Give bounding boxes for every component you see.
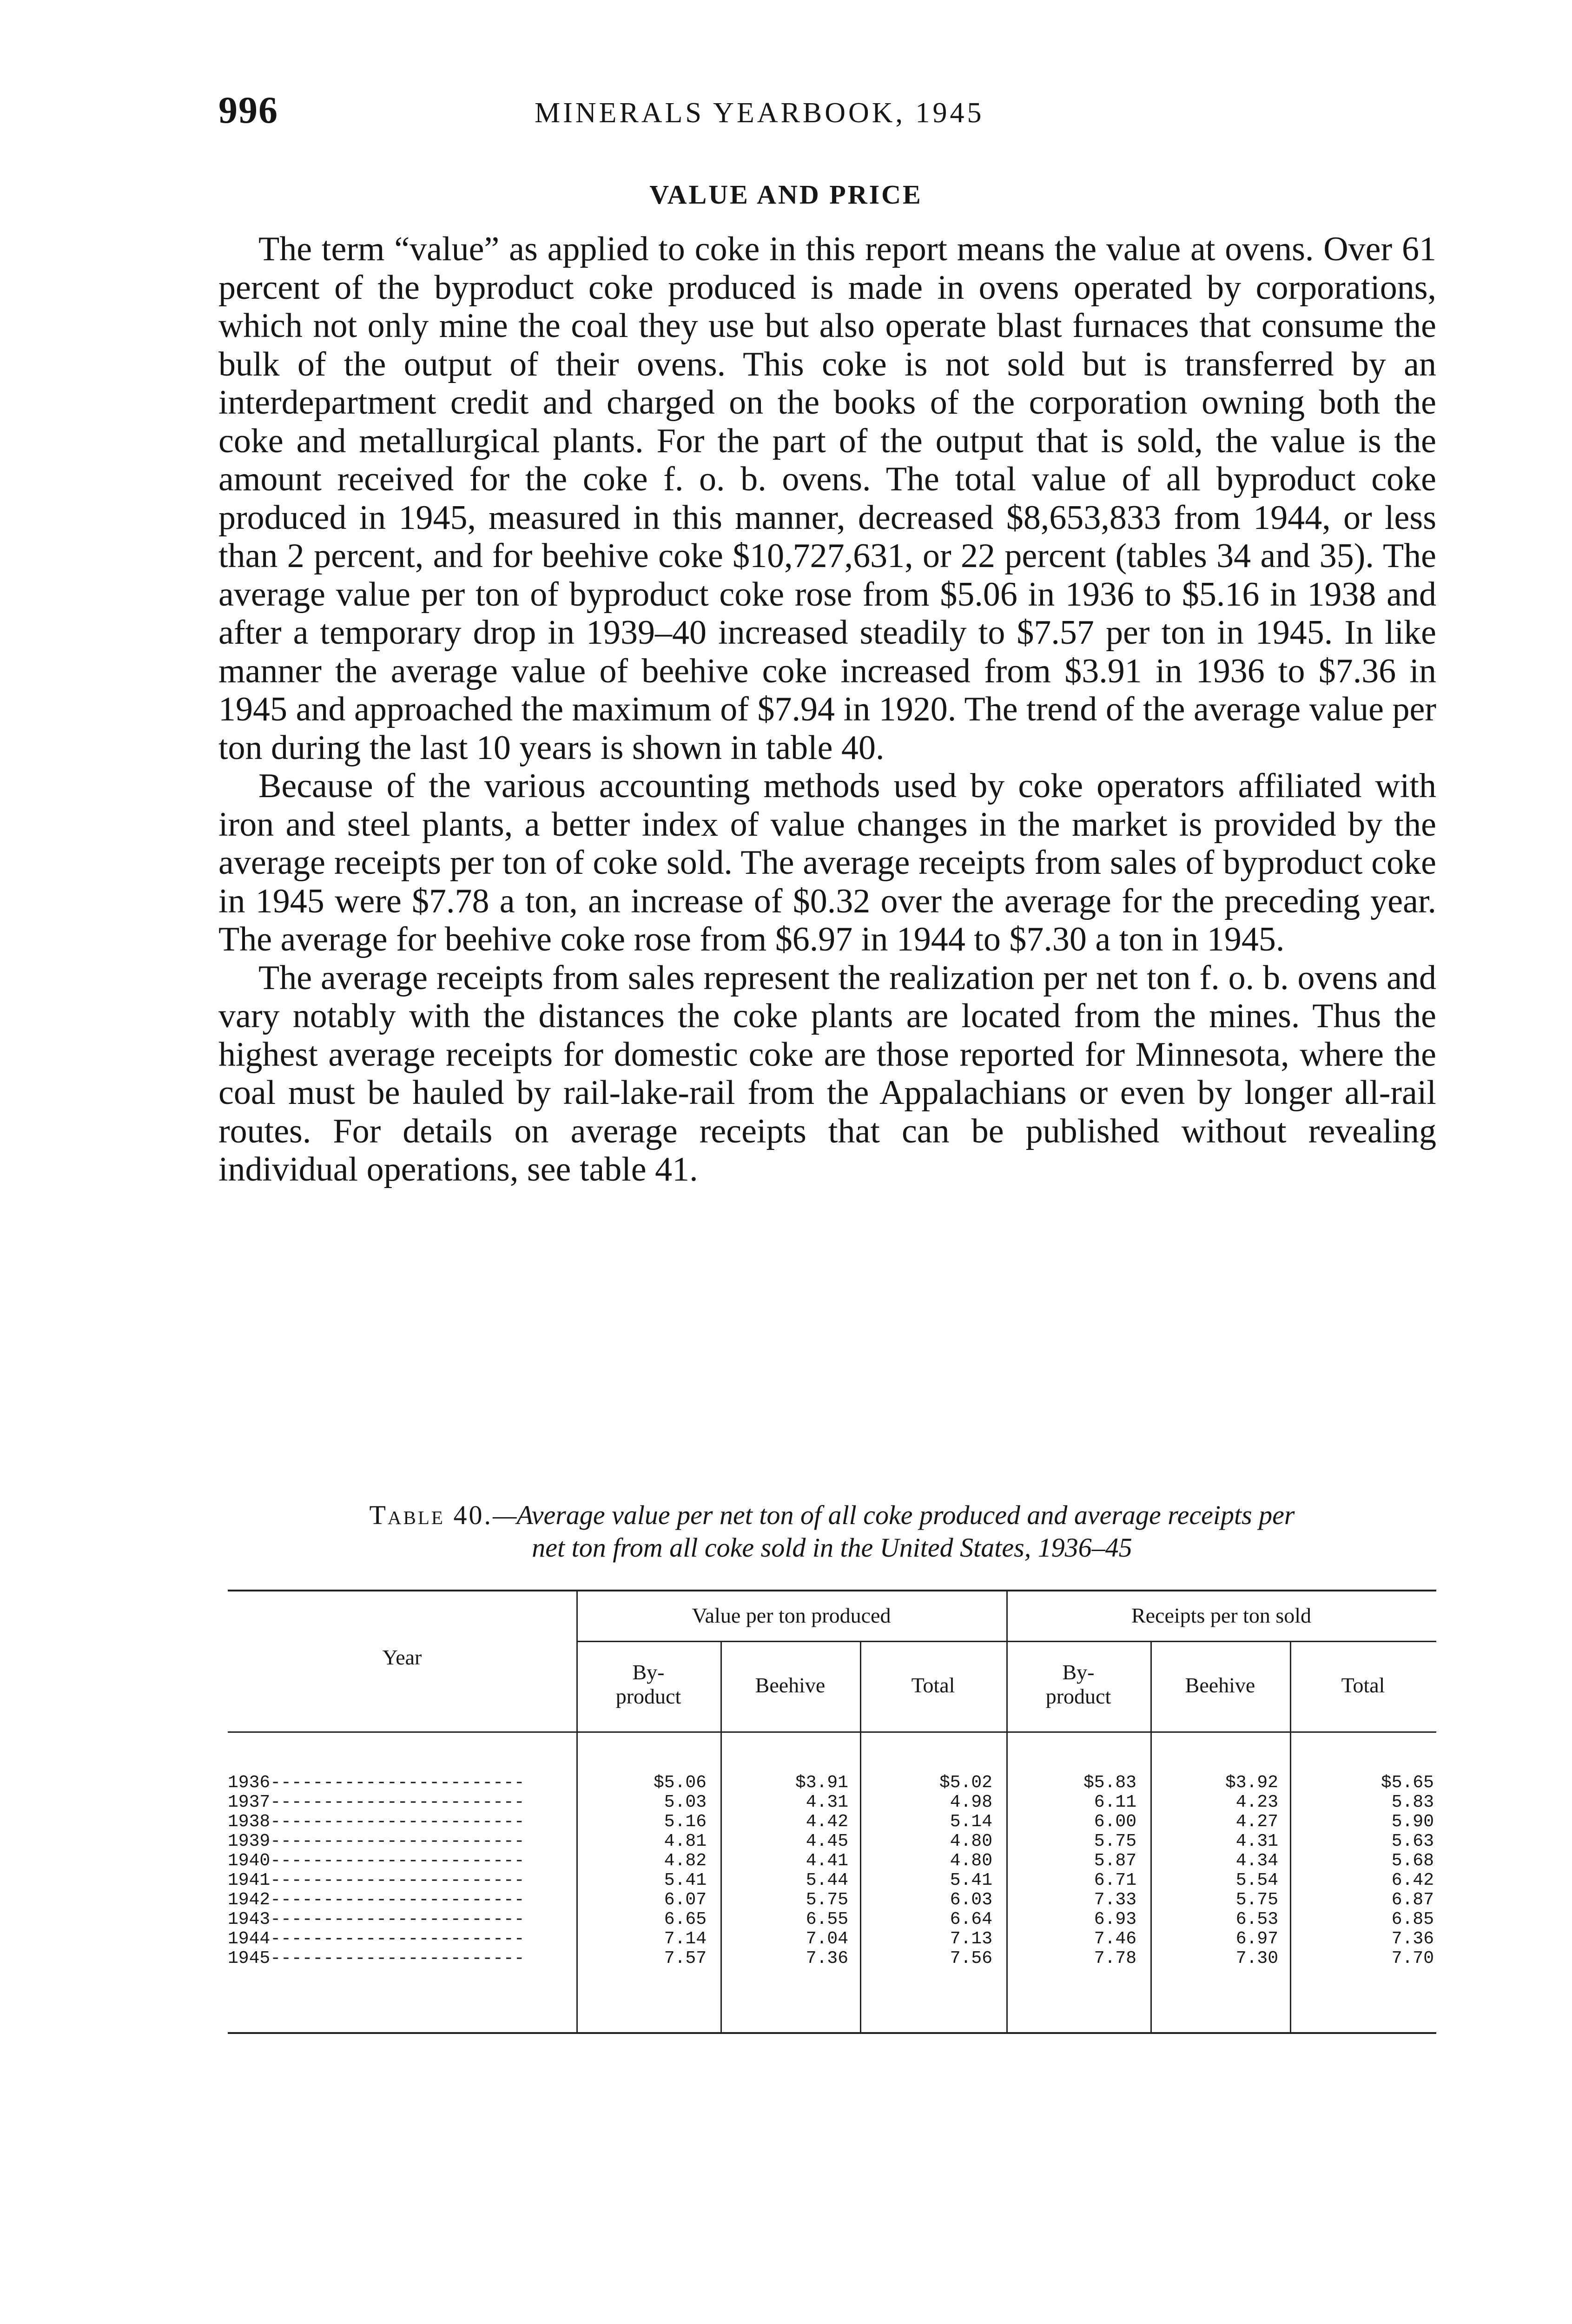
sold-total-cell: 6.85 <box>1391 1909 1434 1929</box>
year-cell <box>228 1890 572 1910</box>
sold-total-cell: 6.42 <box>1391 1870 1434 1890</box>
year: 1940 <box>228 1851 271 1871</box>
sold-byproduct-cell: 7.78 <box>1094 1948 1136 1968</box>
header-sold-total: Total <box>1341 1673 1385 1697</box>
year-cell <box>228 1793 572 1812</box>
header-produced-beehive: Beehive <box>755 1673 826 1697</box>
sold-byproduct-cell: 6.00 <box>1094 1812 1136 1832</box>
sold-beehive-cell: 4.34 <box>1235 1851 1278 1871</box>
table-header-rule <box>228 1731 1436 1733</box>
year: 1939 <box>228 1832 271 1851</box>
produced-beehive-cell: 5.44 <box>806 1870 848 1890</box>
table-col-rule <box>1290 1641 1291 2032</box>
paragraph: The average receipts from sales represent the realization per net ton f. o. b. ovens and vary notably with the distances the coke plants are located from the mines. Thus the highest average receipts for domestic coke are those reported for Minnesota, where the coal must be hauled by rail-lake-rail from the Appalachians or even by longer all-rail routes. For details on average receipts that can be published without revealing individual operations, see table 41. <box>218 958 1436 1188</box>
table-caption-line2: net ton from all coke sold in the United States, 1936–45 <box>532 1532 1132 1563</box>
year: 1941 <box>228 1871 271 1890</box>
leader-dots: ------------------------ <box>270 1871 525 1890</box>
sold-byproduct-cell: 6.93 <box>1094 1909 1136 1929</box>
sold-byproduct-cell: 7.46 <box>1094 1929 1136 1949</box>
produced-total-cell: 5.41 <box>950 1870 992 1890</box>
header-sold-beehive: Beehive <box>1185 1673 1255 1697</box>
sold-beehive-cell: 4.31 <box>1235 1831 1278 1851</box>
produced-byproduct-cell: 7.57 <box>664 1948 707 1968</box>
produced-beehive-cell: 5.75 <box>806 1890 848 1910</box>
table-caption <box>228 1499 1436 1564</box>
table-label: Table 40. <box>369 1500 493 1530</box>
produced-beehive-cell: 6.55 <box>806 1909 848 1929</box>
produced-beehive-cell: 4.42 <box>806 1812 848 1832</box>
produced-beehive-cell: 4.45 <box>806 1831 848 1851</box>
produced-beehive-cell: 7.04 <box>806 1929 848 1949</box>
leader-dots: ------------------------ <box>270 1793 525 1812</box>
produced-beehive-cell: 4.41 <box>806 1851 848 1871</box>
year: 1936 <box>228 1773 271 1793</box>
year-cell <box>228 1832 572 1851</box>
year-cell <box>228 1929 572 1949</box>
running-head: MINERALS YEARBOOK, 1945 <box>535 97 984 129</box>
sold-byproduct-cell: $5.83 <box>1083 1773 1136 1793</box>
produced-byproduct-cell: 7.14 <box>664 1929 707 1949</box>
page-header <box>218 88 1436 139</box>
section-heading: VALUE AND PRICE <box>649 179 923 210</box>
produced-beehive-cell: 7.36 <box>806 1948 848 1968</box>
sold-byproduct-cell: 6.11 <box>1094 1792 1136 1812</box>
produced-total-cell: 4.80 <box>950 1831 992 1851</box>
produced-byproduct-cell: 5.03 <box>664 1792 707 1812</box>
sold-total-cell: 6.87 <box>1391 1890 1434 1910</box>
produced-byproduct-cell: 5.16 <box>664 1812 707 1832</box>
header-value-produced: Value per ton produced <box>692 1604 891 1627</box>
produced-total-cell: 4.98 <box>950 1792 992 1812</box>
year-cell <box>228 1949 572 1968</box>
sold-byproduct-cell: 6.71 <box>1094 1870 1136 1890</box>
leader-dots: ------------------------ <box>270 1851 525 1871</box>
header-byproduct-line1: By- <box>632 1660 665 1684</box>
year: 1943 <box>228 1910 271 1929</box>
sold-beehive-cell: 7.30 <box>1235 1948 1278 1968</box>
sold-beehive-cell: 6.97 <box>1235 1929 1278 1949</box>
year-cell <box>228 1910 572 1929</box>
produced-total-cell: 6.64 <box>950 1909 992 1929</box>
table-col-rule <box>720 1641 722 2032</box>
sold-total-cell: 5.90 <box>1391 1812 1434 1832</box>
sold-beehive-cell: 4.23 <box>1235 1792 1278 1812</box>
year: 1942 <box>228 1890 271 1910</box>
sold-total-cell: 7.36 <box>1391 1929 1434 1949</box>
table-col-rule <box>576 1590 578 2032</box>
sold-beehive-cell: 6.53 <box>1235 1909 1278 1929</box>
table-col-rule <box>860 1641 861 2032</box>
leader-dots: ------------------------ <box>270 1929 525 1949</box>
leader-dots: ------------------------ <box>270 1832 525 1851</box>
table-bottom-rule <box>228 2032 1436 2034</box>
sold-byproduct-cell: 5.75 <box>1094 1831 1136 1851</box>
sold-total-cell: 5.83 <box>1391 1792 1434 1812</box>
produced-total-cell: $5.02 <box>939 1773 992 1793</box>
body-text <box>218 230 1436 1189</box>
leader-dots: ------------------------ <box>270 1890 525 1910</box>
sold-beehive-cell: 5.75 <box>1235 1890 1278 1910</box>
header-sold-byproduct <box>1006 1660 1150 1709</box>
page-number: 996 <box>218 89 278 131</box>
paragraph: Because of the various accounting methods used by coke operators affiliated with iron and steel plants, a better index of value changes in the market is provided by the average receipts per ton of coke sold. The average receipts from sales of byproduct coke in 1945 were $7.78 a ton, an increase of $0.32 over the average for the preceding year. The average for beehive coke rose from $6.97 in 1944 to $7.30 a ton in 1945. <box>218 767 1436 958</box>
header-byproduct-line1: By- <box>1062 1660 1095 1684</box>
sold-total-cell: 5.68 <box>1391 1851 1434 1871</box>
sold-total-cell: 7.70 <box>1391 1948 1434 1968</box>
sold-total-cell: 5.63 <box>1391 1831 1434 1851</box>
produced-total-cell: 7.13 <box>950 1929 992 1949</box>
produced-byproduct-cell: 4.82 <box>664 1851 707 1871</box>
year: 1938 <box>228 1812 271 1832</box>
produced-byproduct-cell: $5.06 <box>653 1773 707 1793</box>
table-top-rule <box>228 1590 1436 1591</box>
produced-total-cell: 4.80 <box>950 1851 992 1871</box>
year-cell <box>228 1851 572 1871</box>
produced-byproduct-cell: 4.81 <box>664 1831 707 1851</box>
year: 1945 <box>228 1949 271 1968</box>
table-col-rule <box>1006 1590 1008 2032</box>
produced-beehive-cell: 4.31 <box>806 1792 848 1812</box>
leader-dots: ------------------------ <box>270 1949 525 1968</box>
sold-beehive-cell: $3.92 <box>1225 1773 1278 1793</box>
sold-byproduct-cell: 7.33 <box>1094 1890 1136 1910</box>
sold-beehive-cell: 5.54 <box>1235 1870 1278 1890</box>
header-year: Year <box>382 1645 422 1669</box>
paragraph: The term “value” as applied to coke in this report means the value at ovens. Over 61 percent of the byproduct coke produced is made in ovens operated by corporations, which not only mine the coal they use but also operate blast furnaces that consume the bulk of the output of their ovens. This coke is not sold but is transferred by an interdepartment credit and charged on the books of the corporation owning both the coke and metallurgical plants. For the part of the output that is sold, the value is the amount received for the coke f. o. b. ovens. The total value of all byproduct coke produced in 1945, measured in this manner, decreased $8,653,833 from 1944, or less than 2 percent, and for beehive coke $10,727,631, or 22 percent (tables 34 and 35). The average value per ton of byproduct coke rose from $5.06 in 1936 to $5.16 in 1938 and after a temporary drop in 1939–40 increased steadily to $7.57 per ton in 1945. In like manner the average value of beehive coke increased from $3.91 in 1936 to $7.36 in 1945 and approached the maximum of $7.94 in 1920. The trend of the average value per ton during the last 10 years is shown in table 40. <box>218 230 1436 767</box>
header-produced-byproduct <box>576 1660 720 1709</box>
produced-byproduct-cell: 6.07 <box>664 1890 707 1910</box>
header-produced-total: Total <box>911 1673 955 1697</box>
year: 1937 <box>228 1793 271 1812</box>
data-table <box>228 1590 1436 2036</box>
header-byproduct-line2: product <box>1045 1684 1111 1708</box>
sold-beehive-cell: 4.27 <box>1235 1812 1278 1832</box>
year: 1944 <box>228 1929 271 1949</box>
leader-dots: ------------------------ <box>270 1910 525 1929</box>
leader-dots: ------------------------ <box>270 1773 525 1793</box>
year-cell <box>228 1812 572 1832</box>
produced-byproduct-cell: 5.41 <box>664 1870 707 1890</box>
year-cell <box>228 1871 572 1890</box>
header-byproduct-line2: product <box>615 1684 681 1708</box>
table-caption-line1: —Average value per net ton of all coke produced and average receipts per <box>492 1500 1295 1530</box>
table-col-rule <box>1150 1641 1152 2032</box>
leader-dots: ------------------------ <box>270 1812 525 1832</box>
sold-total-cell: $5.65 <box>1380 1773 1434 1793</box>
produced-beehive-cell: $3.91 <box>795 1773 848 1793</box>
header-receipts-sold: Receipts per ton sold <box>1131 1604 1312 1627</box>
sold-byproduct-cell: 5.87 <box>1094 1851 1136 1871</box>
produced-total-cell: 7.56 <box>950 1948 992 1968</box>
year-cell <box>228 1773 572 1793</box>
produced-total-cell: 5.14 <box>950 1812 992 1832</box>
produced-total-cell: 6.03 <box>950 1890 992 1910</box>
produced-byproduct-cell: 6.65 <box>664 1909 707 1929</box>
